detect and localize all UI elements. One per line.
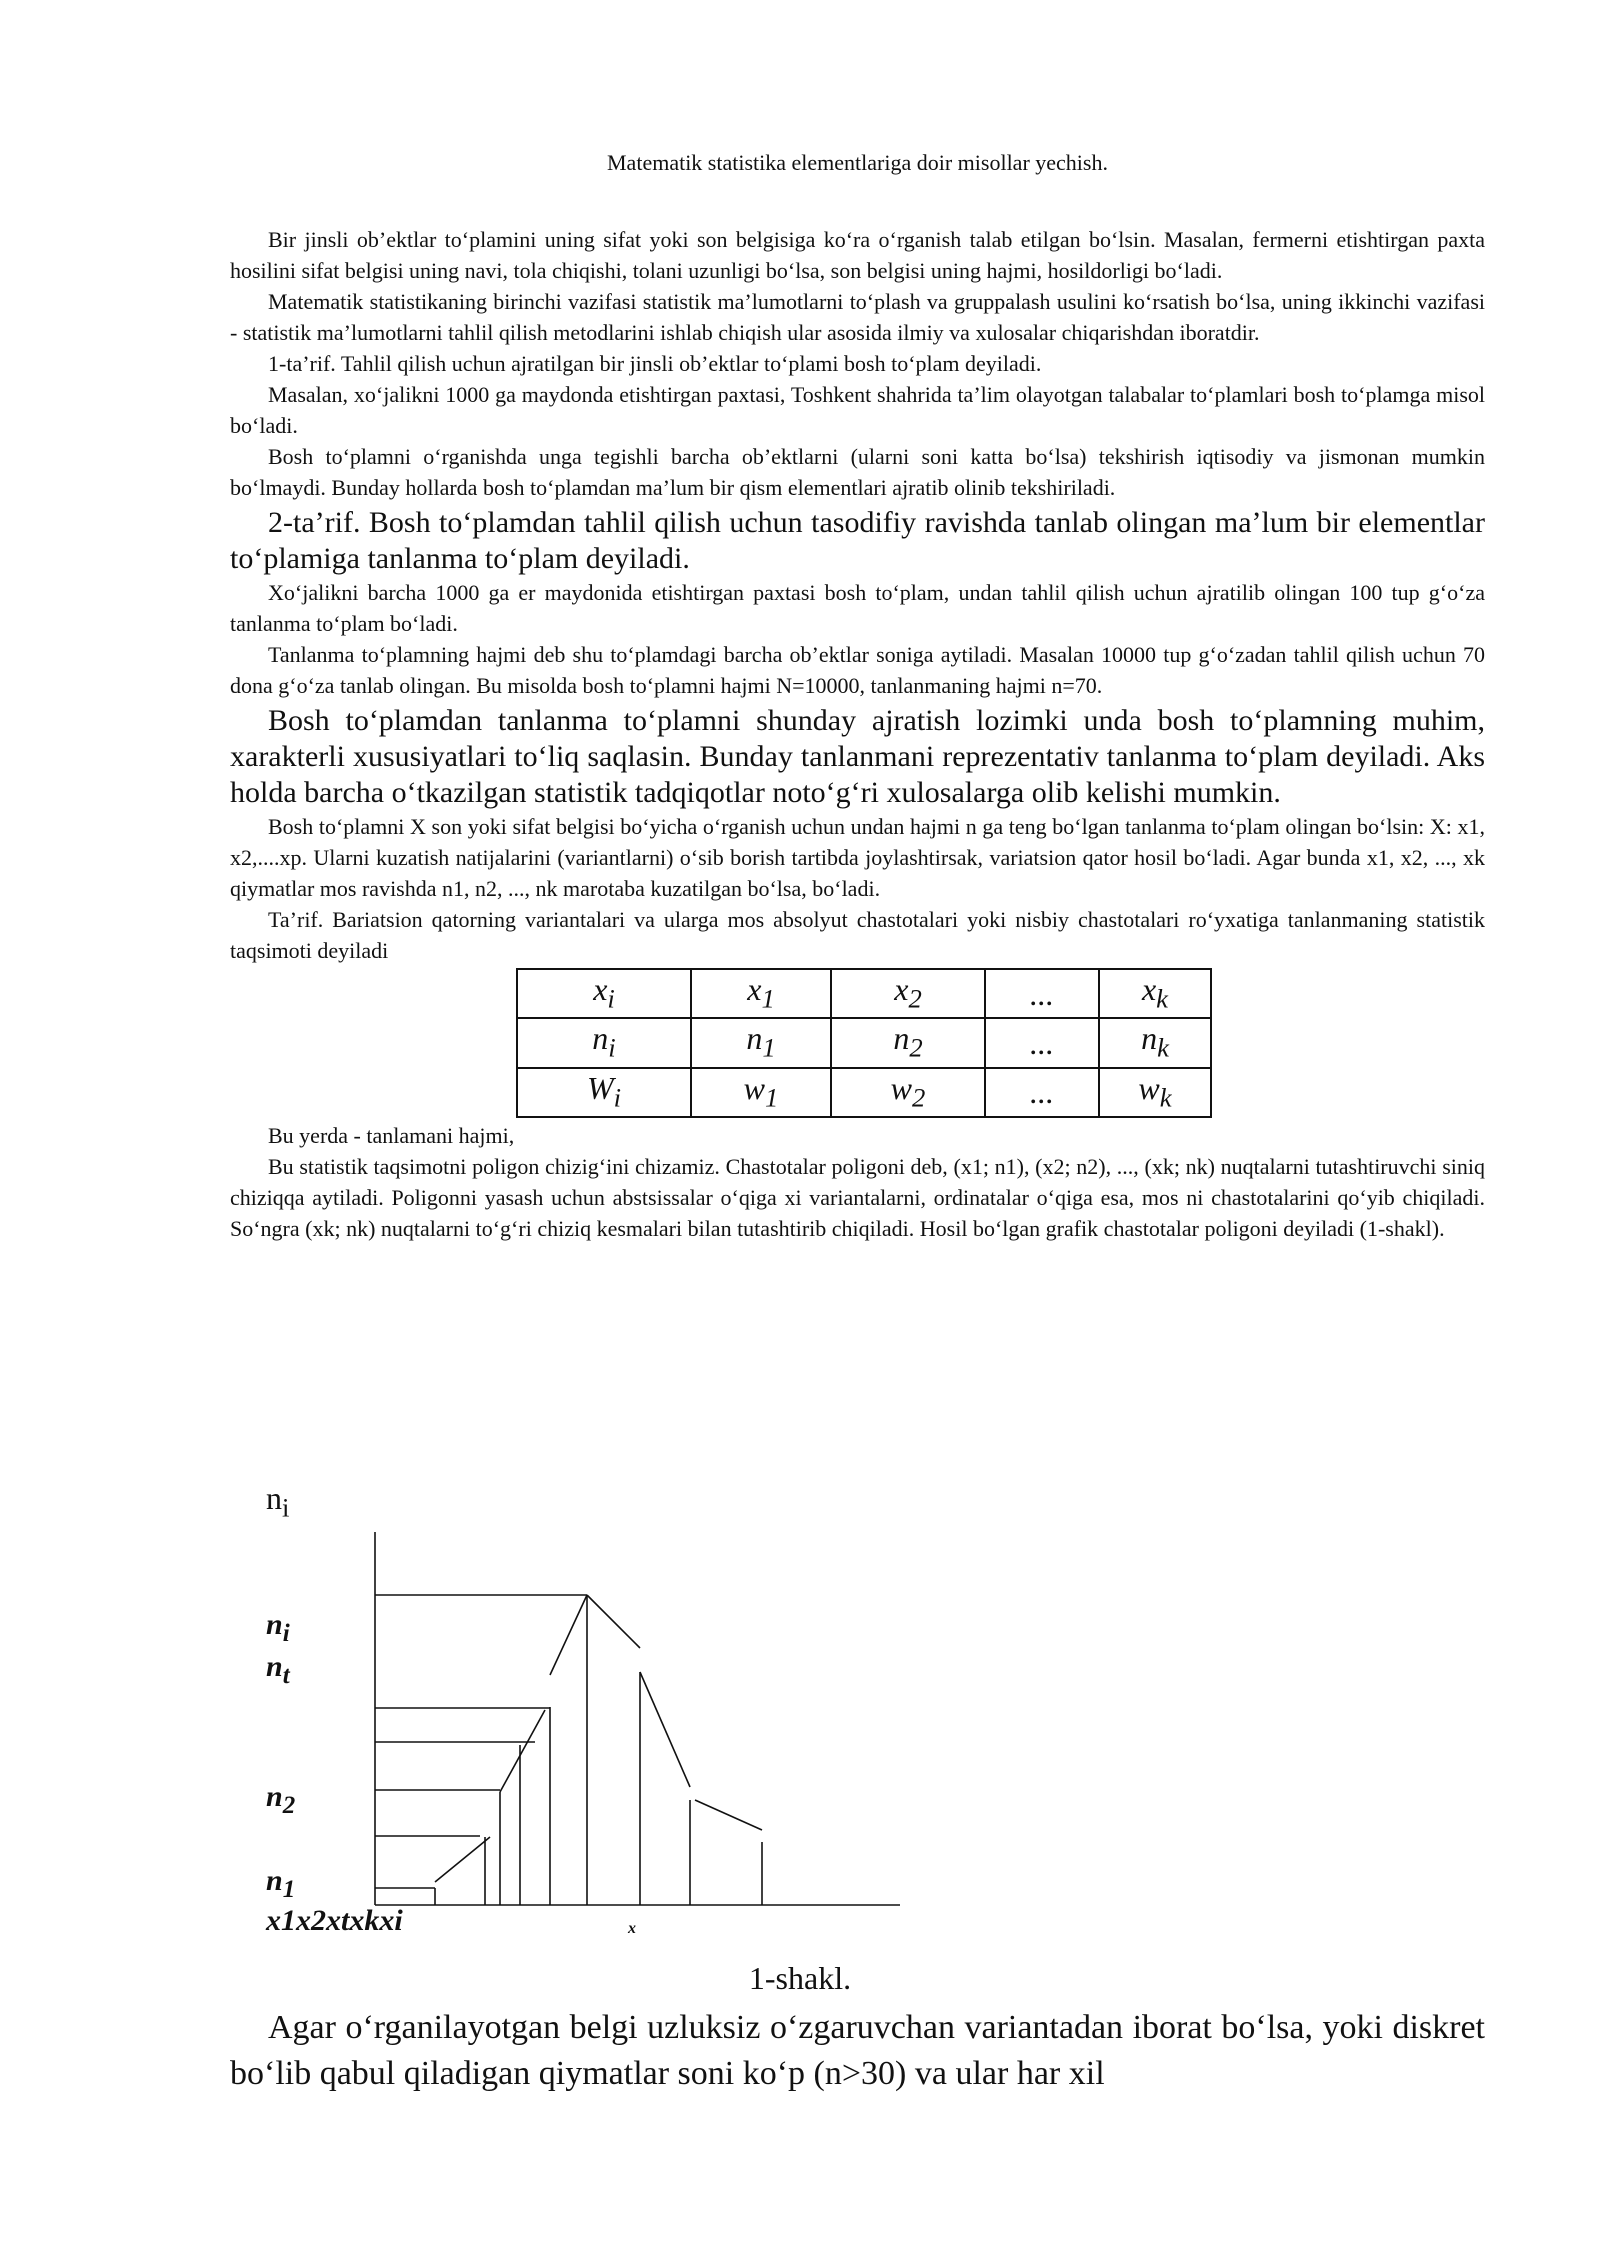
definition-1: 1-ta’rif. Tahlil qilish uchun ajratilgan bir jinsli ob’ektlar to‘plami bosh to‘plam deyiladi. [268,351,1042,376]
table-cell: $x_i$ [517,969,691,1018]
table-cell: $n_2$ [831,1018,985,1067]
table-cell: $n_i$ [517,1018,691,1067]
y-axis-label: $n_i$ [266,1480,290,1523]
paragraph-13: Bu statistik taqsimotni poligon chizig‘ini chizamiz. Chastotalar poligoni deb, (x1; n1), (x2; n2), ..., (xk; nk) nuqtalarni tutashtiruvchi siniq chiziqqa aytiladi. Poligonni yasash uchun abstsissalar o‘qiga xi variantalarni, ordinatalar o‘qiga esa, mos ni chastotalarini qo‘yib chiqiladi. So‘ngra (xk; nk) nuqtalarni to‘g‘ri chiziq kesmalari bilan tutashtirib chiqiladi. Hosil bo‘lgan grafik chastotalar poligoni deyiladi (1-shakl). [230,1154,1485,1242]
table-cell: $n_k$ [1099,1018,1211,1067]
polygon-segment [695,1800,762,1830]
polygon-figure [230,1480,930,1950]
table-cell: ... [985,1068,1099,1117]
definition-2: 2-ta’rif. Bosh to‘plamdan tahlil qilish uchun tasodifiy ravishda tanlab olingan ma’lum bir elementlar to‘plamiga tanlanma to‘plam deyiladi. [230,506,1485,575]
document-body [230,150,1485,1244]
closing-paragraph: Agar o‘rganilayotgan belgi uzluksiz o‘zgaruvchan variantadan iborat bo‘lsa, yoki diskret bo‘lib qabul qiladigan qiymatlar soni ko‘p (n>30) va ular har xil [230,2009,1485,2092]
paragraph-5: Bosh to‘plamni o‘rganishda unga tegishli barcha ob’ektlarni (ularni soni katta bo‘lsa) tekshirish iqtisodiy va jismonan mumkin bo‘lmaydi. Bunday hollarda bosh to‘plamdan ma’lum bir qism elementlari ajratib olinib tekshiriladi. [230,444,1485,500]
table-cell: $w_1$ [691,1068,831,1117]
table-cell: $x_1$ [691,969,831,1018]
figure-caption: 1-shakl. [748,1960,852,1996]
table-cell: $w_k$ [1099,1068,1211,1117]
distribution-table [516,968,1212,1118]
table-cell: $w_2$ [831,1068,985,1117]
table-cell: $n_1$ [691,1018,831,1067]
paragraph-1: Bir jinsli ob’ektlar to‘plamini uning sifat yoki son belgisiga ko‘ra o‘rganish talab etilgan bo‘lsin. Masalan, fermerni etishtirgan paxta hosilini sifat belgisi uning navi, tola chiqishi, tolani uzunligi bo‘lsa, son belgisi uning hajmi, hosildorligi bo‘ladi. [230,227,1485,283]
paragraph-10: Bosh to‘plamni X son yoki sifat belgisi bo‘yicha o‘rganish uchun undan hajmi n ga teng bo‘lgan tanlanma to‘plam olingan bo‘lsin: X: x1, x2,....xp. Ularni kuzatish natijalarini (variantlarni) o‘sib borish tartibda joylashtirsak, variatsion qator hosil bo‘ladi. Agar bunda x1, x2, ..., xk qiymatlar mos ravishda n1, n2, ..., nk marotaba kuzatilgan bo‘lsa, bo‘ladi. [230,814,1485,901]
y-tick-label: $n_i$ [266,1608,290,1647]
polygon-segment [500,1710,545,1792]
y-tick-label: $n_1$ [266,1864,296,1903]
paragraph-4: Masalan, xo‘jalikni 1000 ga maydonda etishtirgan paxtasi, Toshkent shahrida ta’lim olayotgan talabalar to‘plamlari bosh to‘plamga misol bo‘ladi. [230,382,1485,438]
paragraph-9: Bosh to‘plamdan tanlanma to‘plamni shunday ajratish lozimki unda bosh to‘plamning muhim, xarakterli xususiyatlari to‘liq saqlasin. Bunday tanlanmani reprezentativ tanlanma to‘plam deyiladi. Aks holda barcha o‘tkazilgan statistik tadqiqotlar noto‘g‘ri xulosalarga olib kelishi mumkin. [230,704,1485,809]
table-cell: ... [985,1018,1099,1067]
polygon-segment [550,1595,587,1675]
paragraph-11: Ta’rif. Bariatsion qatorning variantalari va ularga mos absolyut chastotalari yoki nisbiy chastotalari ro‘yxatiga tanlanmaning statistik taqsimoti deyiladi [230,907,1485,963]
table-row [517,1018,1211,1067]
paragraph-7: Xo‘jalikni barcha 1000 ga er maydonida etishtirgan paxtasi bosh to‘plam, undan tahlil qilish uchun ajratilib olingan 100 tup g‘o‘za tanlanma to‘plam bo‘ladi. [230,580,1485,636]
table-row [517,969,1211,1018]
table-row [517,1068,1211,1117]
table-cell: $W_i$ [517,1068,691,1117]
table-cell: ... [985,969,1099,1018]
polygon-drawing [230,1480,930,1950]
y-tick-label: $n_t$ [266,1650,290,1689]
x-tick-labels: x1x2xtxkxi [266,1904,403,1937]
table-cell: $x_2$ [831,969,985,1018]
table-cell: $x_k$ [1099,969,1211,1018]
polygon-segment [640,1672,690,1787]
y-tick-label: $n_2$ [266,1780,296,1819]
polygon-segment [587,1595,640,1648]
page-title: Matematik statistika elementlariga doir misollar yechish. [607,150,1108,175]
paragraph-12: Bu yerda - tanlamani hajmi, [268,1123,515,1149]
x-axis-label: x [628,1920,636,1937]
paragraph-2: Matematik statistikaning birinchi vazifasi statistik ma’lumotlarni to‘plash va gruppalash usulini ko‘rsatish bo‘lsa, uning ikkinchi vazifasi - statistik ma’lumotlarni tahlil qilish metodlarini ishlab chiqish ular asosida ilmiy va xulosalar chiqarishdan iboratdir. [230,289,1485,345]
polygon-segment [435,1837,490,1882]
paragraph-8: Tanlanma to‘plamning hajmi deb shu to‘plamdagi barcha ob’ektlar soniga aytiladi. Masalan 10000 tup g‘o‘zadan tahlil qilish uchun 70 dona g‘o‘za tanlab olingan. Bu misolda bosh to‘plamni hajmi N=10000, tanlanmaning hajmi n=70. [230,642,1485,698]
